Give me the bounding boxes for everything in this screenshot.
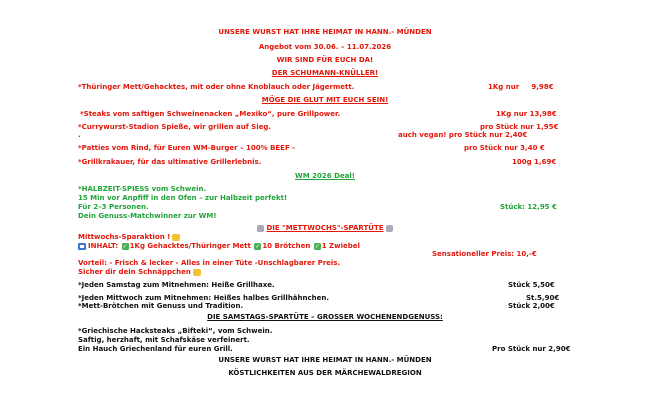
wm-deal-price: Stück: 12,95 €	[500, 203, 557, 211]
samstag-line1: *Griechische Hacksteaks „Bifteki“, vom Schwein.	[78, 327, 273, 335]
offer-mett-text: *Thüringer Mett/Gehacktes, mit oder ohne Knoblauch oder Jägermett.	[78, 83, 355, 91]
mettwochs-inhalt-row	[78, 242, 360, 250]
wm-deal-line4: Dein Genuss-Matchwinner zur WM!	[78, 212, 217, 220]
mettwochs-item3: 1 Zwiebel	[321, 242, 360, 250]
exclamation-icon: !	[167, 233, 171, 241]
weekly-mett-price: Stück 2,00€	[508, 302, 555, 310]
footer-line2: KÖSTLICHKEITEN AUS DER MÄRCHEWALDREGION	[228, 369, 422, 377]
mettwochs-aktion-row	[78, 233, 180, 241]
samstag-price: Pro Stück nur 2,90€	[492, 345, 571, 353]
mettwochs-item1: 1Kg Gehacktes/Thüringer Mett	[129, 242, 251, 250]
offer-steaks-price: 1Kg nur 13,98€	[496, 110, 557, 118]
mettwochs-heading-row	[0, 224, 650, 232]
offer-patties-text: *Patties vom Rind, für Euren WM-Burger – 100% BEEF -	[78, 144, 296, 152]
mettwochs-heading: DIE "METTWOCHS"-SPARTÜTE	[266, 224, 384, 232]
wm-deal-heading: WM 2026 Deal!	[295, 172, 355, 180]
bag-icon	[386, 225, 393, 232]
mettwochs-item2: 10 Brötchen	[262, 242, 311, 250]
mettwochs-inhalt-label: INHALT:	[88, 242, 119, 250]
offer-krakauer-price: 100g 1,69€	[512, 158, 557, 166]
hand-icon	[193, 269, 201, 276]
weekly-mett-text: *Mett-Brötchen mit Genuss und Tradition.	[78, 302, 244, 310]
weekly-mittwoch-price: St.5,90€	[526, 294, 560, 302]
mettwochs-vorteil: Vorteil: - Frisch & lecker - Alles in einer Tüte -Unschlagbarer Preis.	[78, 259, 341, 267]
samstag-line3: Ein Hauch Griechenland für euren Grill.	[78, 345, 233, 353]
offer-krakauer-text: *Grillkrakauer, für das ultimative Grillerlebnis.	[78, 158, 262, 166]
offer-steaks-text: *Steaks vom saftigen Schweinenacken „Mexiko“, pure Grillpower.	[80, 110, 341, 118]
samstag-heading: DIE SAMSTAGS-SPARTÜTE – GROSSER WOCHENENDGENUSS:	[207, 313, 443, 321]
mettwochs-sichern-row	[78, 268, 201, 276]
offer-mett-price: 1Kg nur 9,98€	[488, 83, 554, 91]
tagline: WIR SIND FÜR EUCH DA!	[276, 56, 374, 64]
check-icon: ✓	[122, 242, 128, 250]
footer-line1: UNSERE WURST HAT IHRE HEIMAT IN HANN.- MÜNDEN	[218, 356, 432, 364]
samstag-line2: Saftig, herzhaft, mit Schafskäse verfeinert.	[78, 336, 250, 344]
weekly-samstag-text: *Jeden Samstag zum Mitnehmen: Heiße Grillhaxe.	[78, 281, 275, 289]
offer-currywurst-text: *Currywurst-Stadion Spieße, wir grillen auf Sieg.	[78, 123, 272, 131]
mettwochs-sichern: Sicher dir dein Schnäppchen	[78, 268, 191, 276]
mettwochs-aktion: Mittwochs-Sparaktion	[78, 233, 165, 241]
wm-deal-line2: 15 Min vor Anpfiff in den Ofen – zur Halbzeit perfekt!	[78, 194, 288, 202]
header-title: UNSERE WURST HAT IHRE HEIMAT IN HANN.- MÜNDEN	[218, 28, 432, 36]
check-icon: ✓	[255, 242, 261, 250]
section-schumann: DER SCHUMANN-KNÜLLER!	[271, 69, 379, 77]
offer-patties-price: pro Stück nur 3,40 €	[464, 144, 545, 152]
offer-currywurst-price: pro Stück nur 1,95€	[480, 123, 559, 131]
mettwochs-price: Sensationeller Preis: 10,-€	[432, 250, 537, 258]
weekly-mittwoch-text: *Jeden Mittwoch zum Mitnehmen: Heißes halbes Grillhähnchen.	[78, 294, 330, 302]
bag-icon	[257, 225, 264, 232]
check-icon: ✓	[314, 242, 320, 250]
offer-vegan-price: auch vegan! pro Stück nur 2,40€	[398, 131, 528, 139]
offer-vegan-dot: .	[78, 131, 81, 139]
wm-deal-line3: Für 2–3 Personen.	[78, 203, 149, 211]
package-icon	[78, 243, 86, 250]
clapping-hands-icon	[172, 234, 180, 241]
section-glut: MÖGE DIE GLUT MIT EUCH SEIN!	[261, 96, 389, 104]
offer-dates: Angebot vom 30.06. – 11.07.2026	[258, 43, 392, 51]
wm-deal-line1: *HALBZEIT-SPIESS vom Schwein.	[78, 185, 207, 193]
weekly-samstag-price: Stück 5,50€	[508, 281, 555, 289]
